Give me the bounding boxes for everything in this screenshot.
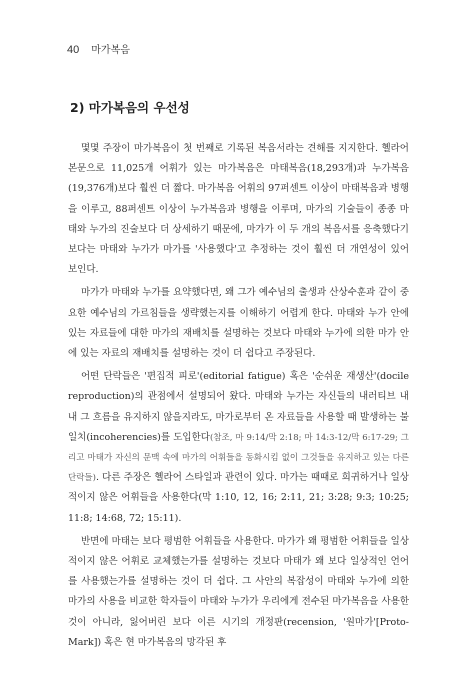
- body-text: [68, 139, 409, 653]
- section-title: 2) 마가복음의 우선성: [70, 100, 190, 115]
- paragraph-3-rest: . 다른 주장은 헬라어 스타일과 관련이 있다. 마가는 때때로 희귀하거나 일상적이지 않은 어휘들을 사용한다(막 1:10, 12, 16; 2:11, 21; 3:28; 9:3; 10:25; 11:8; 14:68, 72; 15:11).: [68, 472, 409, 524]
- paragraph-3-main: 어떤 단락들은 '편집적 피로'(editorial fatigue) 혹은 '순쉬운 재생산'(docile reproduction)의 관점에서 설명되어 왔다. 마태와 누가는 자신들의 내러티브 내내 그 흐름을 유지하지 않을지라도, 마가로부터 온 자료들을 사용할 때 발생하는 불일치(incoherencies)를 도입한다: [68, 371, 409, 443]
- paragraph-4: 반면에 마태는 보다 평범한 어휘들을 사용한다. 마가가 왜 평범한 어휘들을 일상적이지 않은 어휘로 교체했는가를 설명하는 것보다 마태가 왜 보다 일상적인 언어를 사용했는가를 설명하는 것이 더 쉽다. 그 사안의 복잡성이 마태와 누가에 의한 마가의 사용을 비교한 학자들이 마태와 누가가 우리에게 전수된 마가복음을 사용한 것이 아니라, 잃어버린 보다 이른 시기의 개정판(recension, '원마가'[Proto-Mark]) 혹은 현 마가복음의 망각된 후: [68, 535, 409, 648]
- running-title: 마가복음: [91, 45, 130, 56]
- page-number: 40: [67, 44, 80, 56]
- paragraph-3: [68, 367, 409, 529]
- paragraph-2: 마가가 마태와 누가를 요약했다면, 왜 그가 예수님의 출생과 산상수훈과 같이 중요한 예수님의 가르침들을 생략했는지를 이해하기 어렵게 한다. 마태와 누가 안에 있는 자료들에 대한 마가의 재배치를 설명하는 것보다 마태와 누가에 의한 마가 안에 있는 자료의 재배치를 설명하는 것이 더 쉽다고 주장된다.: [68, 287, 409, 360]
- paragraph-3-reference-note: (참조, 마 9:14/막 2:18; 마 14:3-12/막 6:17-29; 그리고 마태가 자신의 문맥 속에 마가의 어휘들을 동화시킴 없이 그것들을 유지하고 있는 다른 단락들): [68, 432, 410, 484]
- running-header: [67, 41, 130, 56]
- paragraph-1: 몇몇 주장이 마가복음이 첫 번째로 기록된 복음서라는 견해를 지지한다. 헬라어 본문으로 11,025개 어휘가 있는 마가복음은 마태복음(18,293개)과 누가복음(19,376개)보다 훨씬 더 짧다. 마가복음 어휘의 97퍼센트 이상이 마태복음과 병행을 이루고, 88퍼센트 이상이 누가복음과 병행을 이루며, 마가의 기술들이 종종 마태와 누가의 진술보다 더 상세하기 때문에, 마가가 이 두 개의 복음서를 응축했다기보다는 마태와 누가가 마가를 '사용했다'고 추정하는 것이 훨씬 더 개연성이 있어 보인다.: [68, 143, 409, 276]
